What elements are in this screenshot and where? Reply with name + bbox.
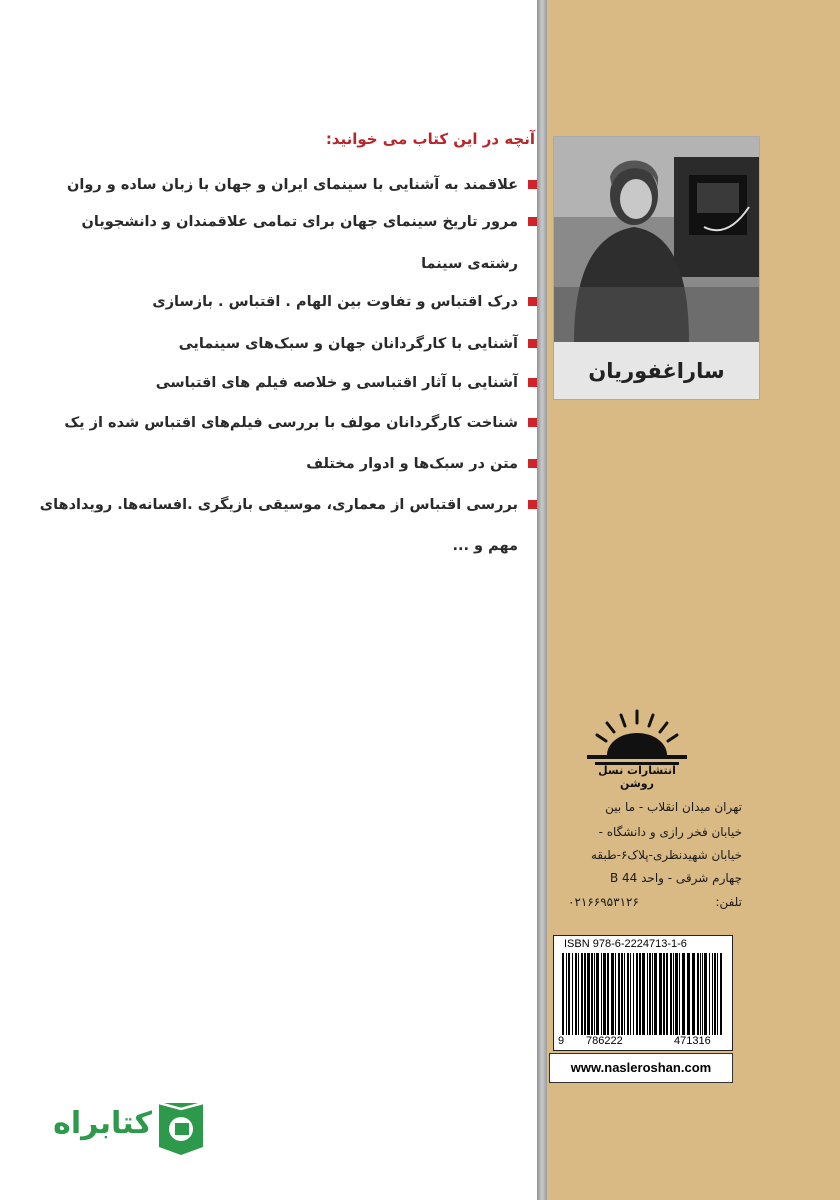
address-line: خیابان شهیدنظری-پلاک۶-طبقه [590, 848, 742, 862]
website-url: www.nasleroshan.com [570, 1060, 712, 1075]
bullet-square-icon [528, 378, 537, 387]
bullet-item: بررسی اقتباس از معماری، موسیقی بازیگری .افسانه‌ها. رویدادهای [40, 497, 537, 513]
contents-heading: آنچه در این کتاب می خوانید: [325, 130, 535, 148]
bullet-square-icon [528, 339, 537, 348]
bullet-square-icon [528, 459, 537, 468]
isbn-label: ISBN 978-6-2224713-1-6 [564, 938, 687, 950]
author-photo [554, 137, 759, 342]
isbn-digit-group: 9 [558, 1035, 565, 1047]
bullet-item: شناخت کارگردانان مولف با بررسی فیلم‌های اقتباس شده از یک [64, 415, 537, 431]
bullet-continuation: مهم و ... [452, 538, 518, 554]
bullet-item: مرور تاریخ سینمای جهان برای تمامی علاقمندان و دانشجویان [82, 214, 537, 230]
author-name: ساراغفوریان [588, 359, 725, 383]
bullet-square-icon [528, 297, 537, 306]
bullet-continuation: رشته‌ی سینما [421, 256, 518, 272]
barcode [562, 953, 726, 1035]
address-line: تهران میدان انقلاب - ما بین [605, 800, 742, 814]
bullet-item: درک اقتباس و تفاوت بین الهام . اقتباس . بازسازی [152, 294, 537, 310]
isbn-digit-group: 471316 [674, 1035, 711, 1047]
phone-number: ۰۲۱۶۶۹۵۳۱۲۶ [568, 895, 639, 909]
bullet-item: علاقمند به آشنایی با سینمای ایران و جهان با زبان ساده و روان [67, 177, 537, 193]
isbn-barcode-box [553, 935, 733, 1051]
ketabrah-brand-text: کتابراه [53, 1106, 152, 1141]
bullet-square-icon [528, 500, 537, 509]
bullet-item: آشنایی با کارگردانان جهان و سبک‌های سینمایی [179, 336, 537, 352]
book-spine [537, 0, 547, 1200]
publisher-name: انتشارات نسل روشن [598, 764, 676, 790]
bullet-square-icon [528, 180, 537, 189]
phone-label: تلفن: [715, 895, 742, 909]
bullet-item: متن در سبک‌ها و ادوار مختلف [306, 456, 537, 472]
bullet-item: آشنایی با آثار اقتباسی و خلاصه فیلم های اقتباسی [156, 375, 537, 391]
address-line: چهارم شرقی - واحد 44 B [609, 871, 742, 885]
bullet-square-icon [528, 217, 537, 226]
ketabrah-logo-icon [153, 1095, 209, 1157]
address-line: خیابان فخر رازی و دانشگاه - [598, 825, 742, 839]
isbn-digit-group: 786222 [586, 1035, 623, 1047]
website-box [549, 1053, 733, 1083]
bullet-square-icon [528, 418, 537, 427]
author-photo-card [553, 136, 760, 400]
